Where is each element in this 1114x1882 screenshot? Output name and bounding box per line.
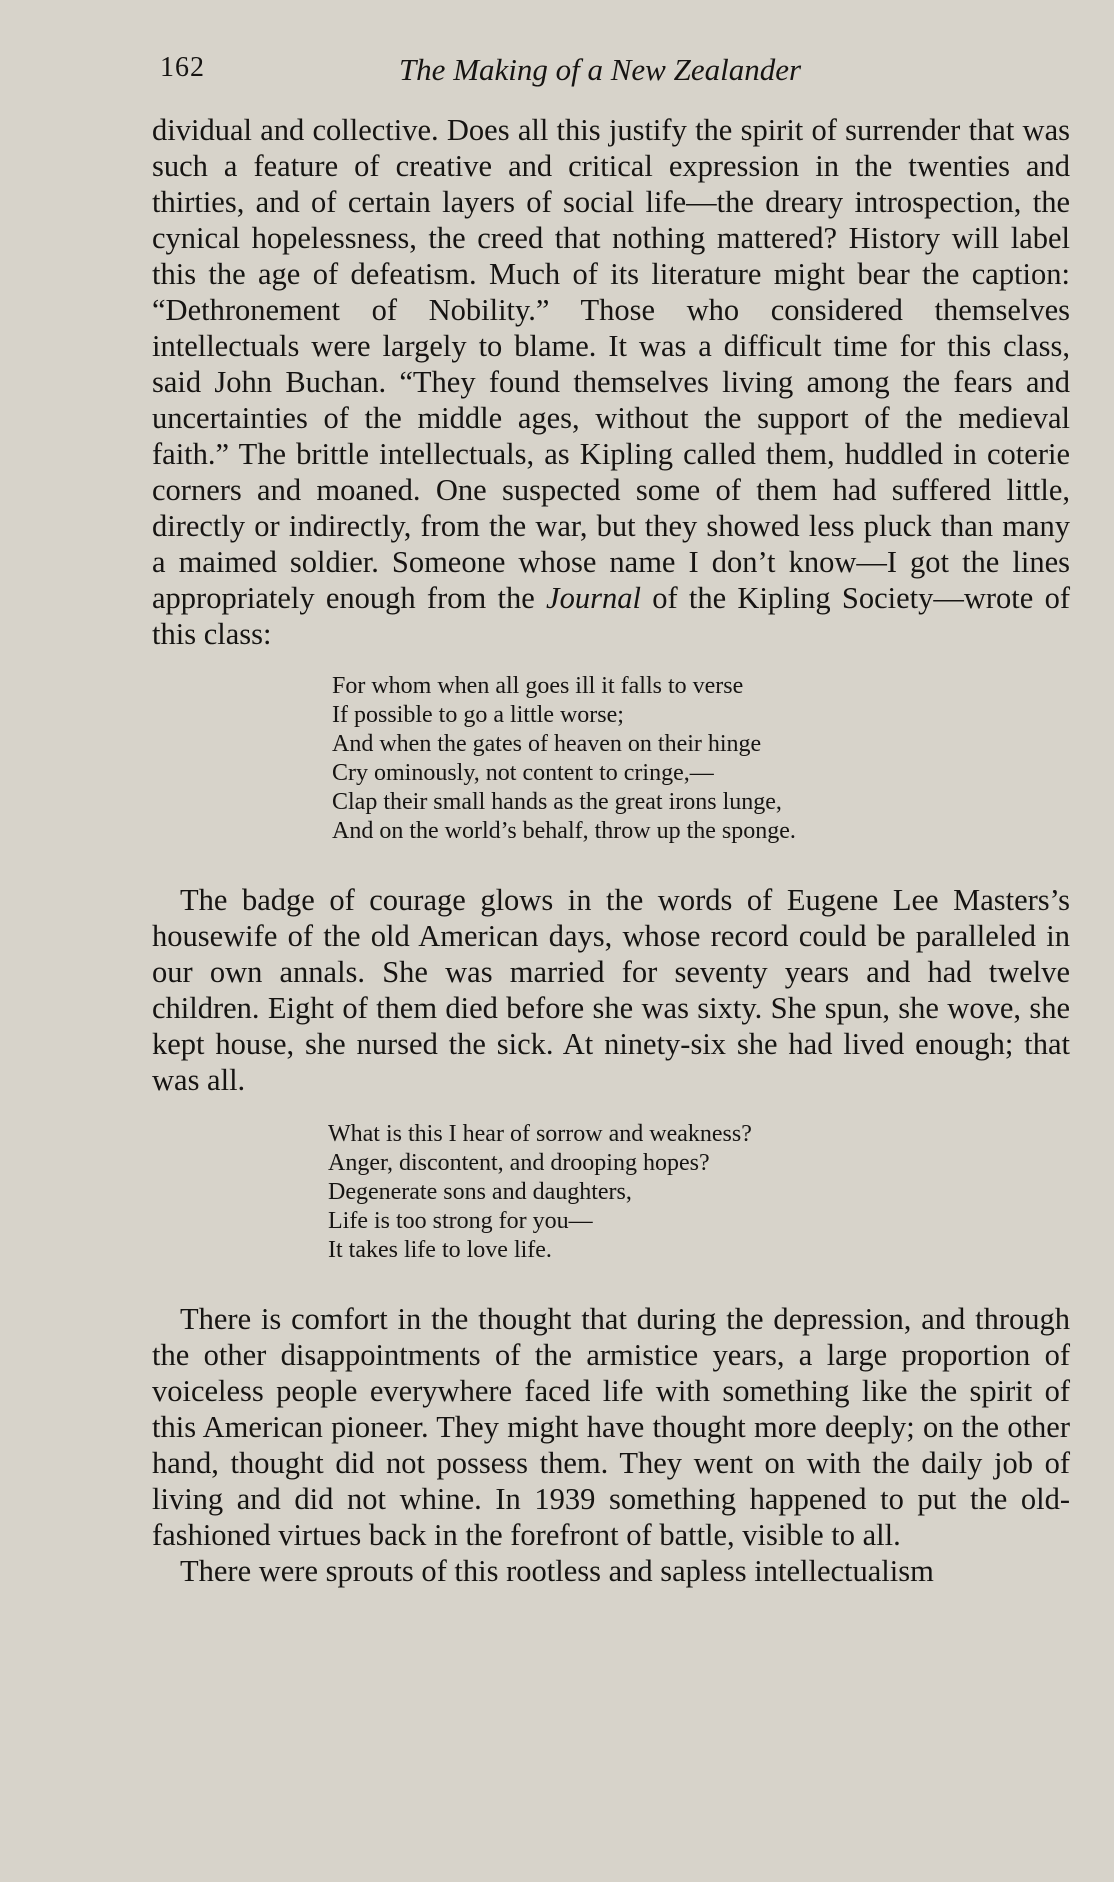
page-number: 162 xyxy=(160,52,205,83)
body-text xyxy=(152,112,1070,1589)
verse-line: What is this I hear of sorrow and weakness? xyxy=(328,1121,752,1147)
verse-line: Degenerate sons and daughters, xyxy=(328,1179,632,1205)
paragraph-4: There were sprouts of this rootless and sapless intellectualism xyxy=(180,1554,934,1588)
page-header xyxy=(160,52,1040,96)
paragraph-3: There is comfort in the thought that during the depression, and through the other disappointments of the armistice years, a large proportion of voiceless people everywhere faced life with something like the spirit of this American pioneer. They might have thought more deeply; on the other hand, thought did not possess them. They went on with the daily job of living and did not whine. In 1939 something happened to put the old-fashioned virtues back in the forefront of battle, visible to all. xyxy=(152,1302,1070,1552)
verse-line: If possible to go a little worse; xyxy=(332,702,624,728)
paragraph-1-text-end: of the Kipling Society—wrote of this class: xyxy=(152,581,1070,651)
verse-line: And when the gates of heaven on their hinge xyxy=(332,731,762,757)
verse-line: For whom when all goes ill it falls to verse xyxy=(332,673,744,699)
verse-line: Anger, discontent, and drooping hopes? xyxy=(328,1150,710,1176)
paragraph-2: The badge of courage glows in the words of Eugene Lee Masters’s housewife of the old American days, whose record could be paralleled in our own annals. She was married for seventy years and had twelve children. Eight of them died before she was sixty. She spun, she wove, she kept house, she nursed the sick. At ninety-six she had lived enough; that was all. xyxy=(152,883,1070,1097)
verse-line: It takes life to love life. xyxy=(328,1237,552,1263)
paragraph-1 xyxy=(152,112,1070,652)
verse-line: Life is too strong for you— xyxy=(328,1208,593,1234)
journal-title: Journal xyxy=(546,581,641,615)
kipling-society-verse xyxy=(152,672,1070,846)
masters-verse xyxy=(152,1120,1070,1265)
verse-line: Cry ominously, not content to cringe,— xyxy=(332,760,714,786)
verse-line: Clap their small hands as the great irons lunge, xyxy=(332,789,782,815)
paragraph-1-text: dividual and collective. Does all this justify the spirit of surrender that was such a feature of creative and critical expression in the twenties and thirties, and of certain layers of social life—the dreary introspection, the cynical hopelessness, the creed that nothing mattered? History will label this the age of defeatism. Much of its literature might bear the caption: “Dethronement of Nobility.” Those who considered themselves intellectuals were largely to blame. It was a difficult time for this class, said John Buchan. “They found themselves living among the fears and uncertainties of the middle ages, without the support of the medieval faith.” The brittle intellectuals, as Kipling called them, huddled in coterie corners and moaned. One suspected some of them had suffered little, directly or indirectly, from the war, but they showed less pluck than many a maimed soldier. Someone whose name I don’t know—I got the lines appropriately enough from the xyxy=(152,113,1070,615)
verse-line: And on the world’s behalf, throw up the sponge. xyxy=(332,818,796,844)
running-title: The Making of a New Zealander xyxy=(398,52,802,87)
